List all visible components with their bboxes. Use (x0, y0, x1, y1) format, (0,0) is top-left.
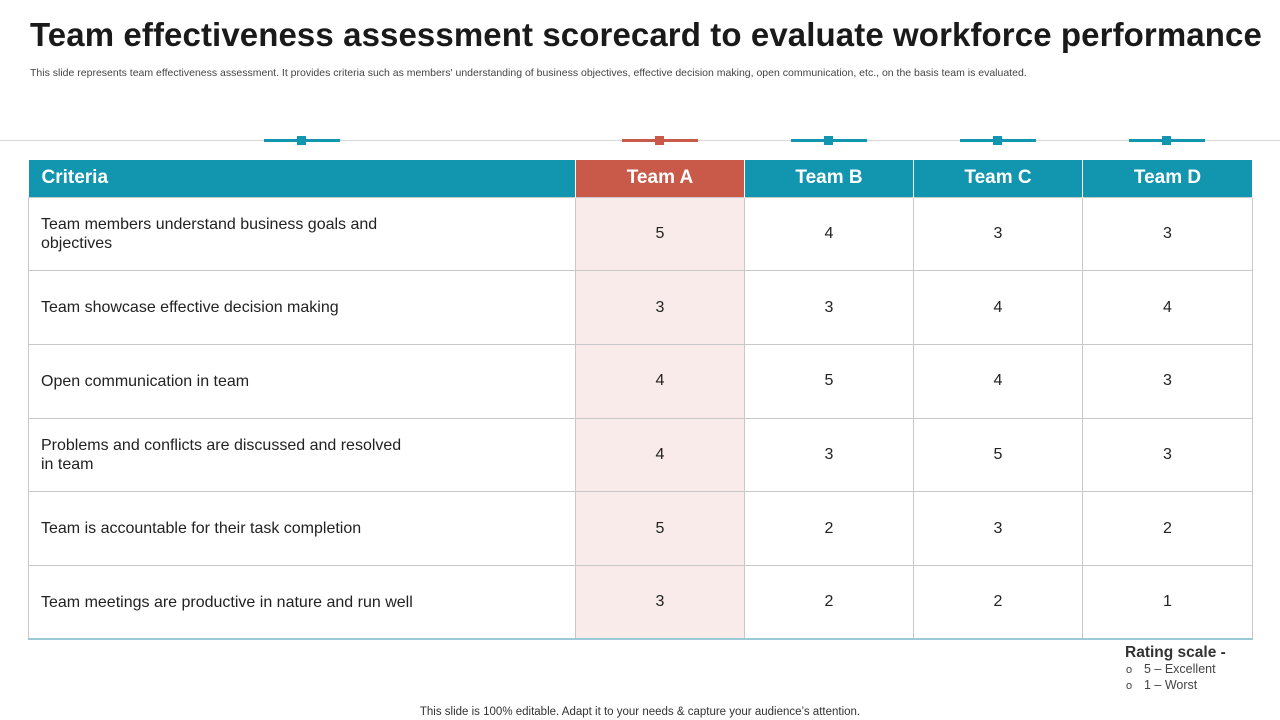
score-team-a: 4 (576, 344, 745, 418)
table-row (29, 565, 1253, 639)
score-team-a: 5 (576, 492, 745, 566)
score-team-b: 2 (745, 565, 914, 639)
table-header-row (29, 160, 1253, 197)
score-team-d: 2 (1083, 492, 1253, 566)
header-team-c: Team C (914, 160, 1083, 197)
score-team-c: 4 (914, 344, 1083, 418)
rating-scale-item (1126, 678, 1197, 692)
column-marker-team-b (791, 139, 867, 142)
scorecard-table (28, 160, 1253, 640)
rating-scale-label: 1 – Worst (1144, 678, 1198, 692)
header-criteria: Criteria (29, 160, 576, 197)
table-row (29, 344, 1253, 418)
criteria-cell: Team meetings are productive in nature and run well (29, 565, 576, 639)
score-team-c: 3 (914, 492, 1083, 566)
score-team-d: 3 (1083, 418, 1253, 492)
footer-note: This slide is 100% editable. Adapt it to your needs & capture your audience’s attention. (419, 706, 861, 718)
bullet-icon: o (1126, 664, 1133, 676)
score-team-c: 2 (914, 565, 1083, 639)
page-subtitle: This slide represents team effectiveness assessment. It provides criteria such as members' understanding of business objectives, effective decision making, open communication, etc., on the basis team is evaluated. (30, 67, 1027, 79)
score-team-d: 3 (1083, 197, 1253, 271)
page-title: Team effectiveness assessment scorecard to evaluate workforce performance (30, 16, 1262, 53)
score-team-a: 3 (576, 271, 745, 345)
score-team-c: 4 (914, 271, 1083, 345)
criteria-cell: Team members understand business goals and objectives (29, 197, 576, 271)
criteria-cell: Open communication in team (29, 344, 576, 418)
score-team-c: 5 (914, 418, 1083, 492)
bullet-icon: o (1126, 680, 1133, 692)
score-team-b: 2 (745, 492, 914, 566)
score-team-b: 3 (745, 271, 914, 345)
score-team-b: 4 (745, 197, 914, 271)
rating-scale-label: 5 – Excellent (1144, 662, 1216, 676)
score-team-b: 3 (745, 418, 914, 492)
score-team-d: 4 (1083, 271, 1253, 345)
criteria-cell: Team showcase effective decision making (29, 271, 576, 345)
score-team-a: 3 (576, 565, 745, 639)
column-marker-team-c (960, 139, 1036, 142)
score-team-a: 4 (576, 418, 745, 492)
criteria-cell: Team is accountable for their task completion (29, 492, 576, 566)
table-row (29, 418, 1253, 492)
score-team-a: 5 (576, 197, 745, 271)
score-team-c: 3 (914, 197, 1083, 271)
score-team-d: 1 (1083, 565, 1253, 639)
header-team-d: Team D (1083, 160, 1253, 197)
header-team-b: Team B (745, 160, 914, 197)
column-marker-team-d (1129, 139, 1205, 142)
column-marker-team-a (622, 139, 698, 142)
table-row (29, 197, 1253, 271)
score-team-d: 3 (1083, 344, 1253, 418)
header-team-a: Team A (576, 160, 745, 197)
rating-scale-title: Rating scale - (1125, 644, 1226, 661)
table-row (29, 271, 1253, 345)
score-team-b: 5 (745, 344, 914, 418)
table-row (29, 492, 1253, 566)
criteria-cell: Problems and conflicts are discussed and resolved in team (29, 418, 576, 492)
column-marker-criteria (264, 139, 340, 142)
rating-scale-item (1126, 662, 1216, 676)
